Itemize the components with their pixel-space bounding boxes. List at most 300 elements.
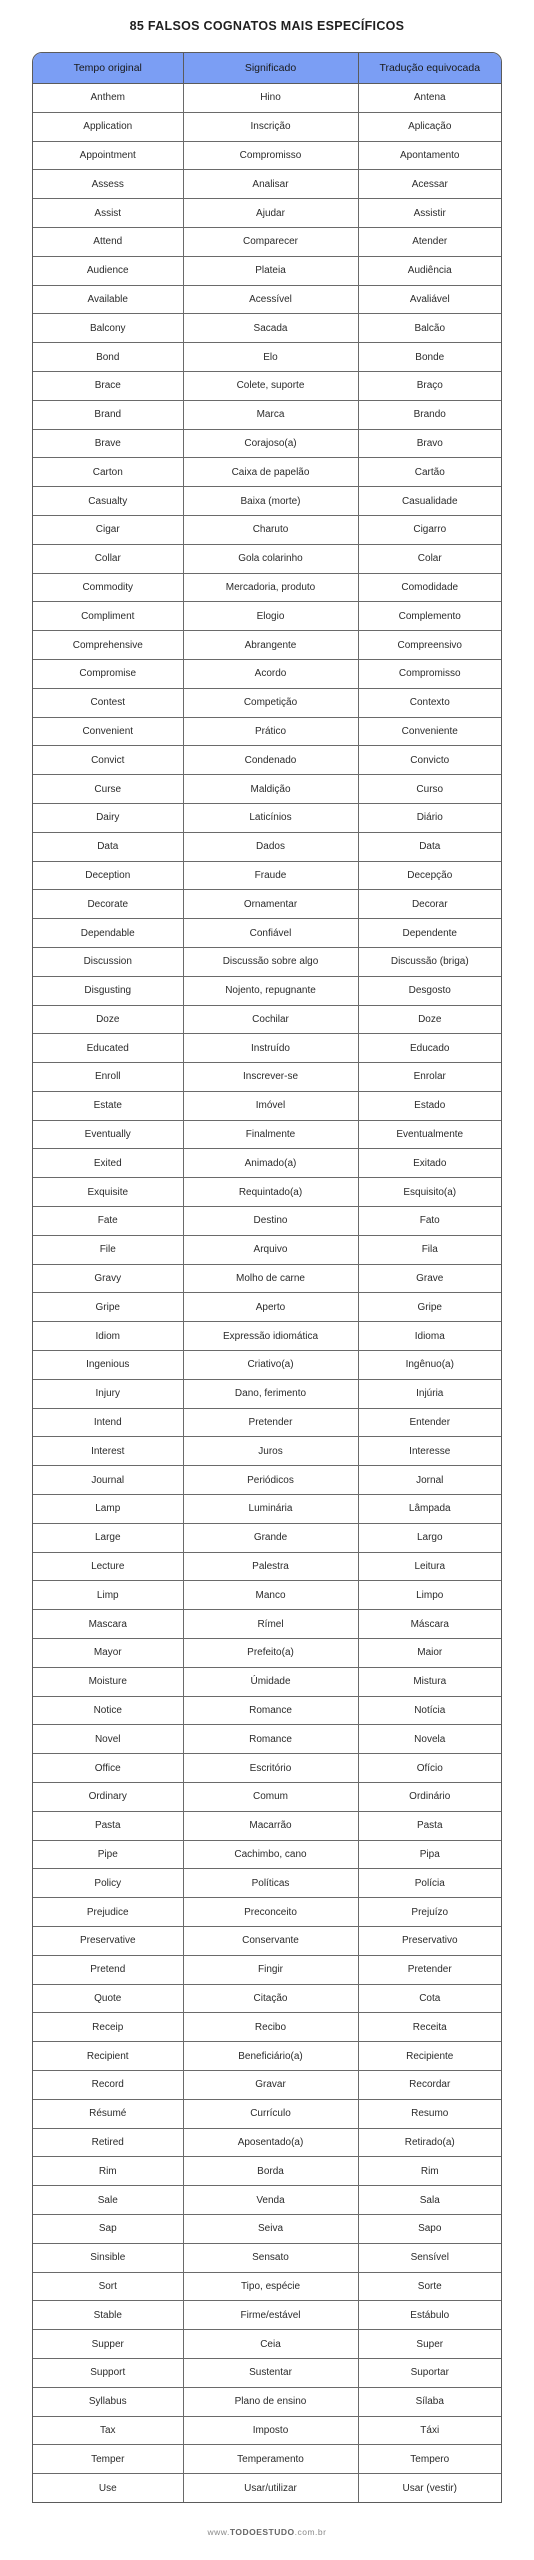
cell-meaning: Arquivo — [183, 1235, 358, 1264]
cell-meaning: Úmidade — [183, 1667, 358, 1696]
cell-meaning: Políticas — [183, 1869, 358, 1898]
cell-wrong-translation: Lâmpada — [358, 1495, 501, 1524]
cell-original-term: Bond — [33, 343, 183, 372]
cell-meaning: Nojento, repugnante — [183, 976, 358, 1005]
cell-wrong-translation: Bonde — [358, 343, 501, 372]
cell-original-term: Lecture — [33, 1552, 183, 1581]
false-cognates-table — [33, 53, 501, 2502]
cell-wrong-translation: Ingênuo(a) — [358, 1351, 501, 1380]
table-row — [33, 170, 501, 199]
cell-meaning: Ceia — [183, 2330, 358, 2359]
cell-meaning: Destino — [183, 1207, 358, 1236]
cell-wrong-translation: Máscara — [358, 1610, 501, 1639]
cell-wrong-translation: Notícia — [358, 1696, 501, 1725]
cell-original-term: Rim — [33, 2157, 183, 2186]
cell-wrong-translation: Injúria — [358, 1379, 501, 1408]
table-row — [33, 1696, 501, 1725]
table-row — [33, 688, 501, 717]
cell-meaning: Romance — [183, 1725, 358, 1754]
cell-wrong-translation: Braço — [358, 371, 501, 400]
cell-meaning: Animado(a) — [183, 1149, 358, 1178]
table-row — [33, 515, 501, 544]
table-row — [33, 84, 501, 113]
table-row — [33, 775, 501, 804]
table-row — [33, 1783, 501, 1812]
table-row — [33, 2157, 501, 2186]
cell-meaning: Juros — [183, 1437, 358, 1466]
cell-wrong-translation: Sensível — [358, 2243, 501, 2272]
cell-original-term: Dependable — [33, 919, 183, 948]
cell-original-term: Tax — [33, 2416, 183, 2445]
cell-meaning: Romance — [183, 1696, 358, 1725]
cell-wrong-translation: Esquisito(a) — [358, 1178, 501, 1207]
cell-meaning: Compromisso — [183, 141, 358, 170]
table-row — [33, 1293, 501, 1322]
cell-original-term: Curse — [33, 775, 183, 804]
table-row — [33, 458, 501, 487]
cell-meaning: Dados — [183, 832, 358, 861]
cell-wrong-translation: Estado — [358, 1091, 501, 1120]
cell-meaning: Acordo — [183, 659, 358, 688]
cell-meaning: Periódicos — [183, 1466, 358, 1495]
cell-original-term: Application — [33, 112, 183, 141]
cell-wrong-translation: Interesse — [358, 1437, 501, 1466]
footer-prefix: www. — [207, 2527, 230, 2537]
cell-original-term: Appointment — [33, 141, 183, 170]
cell-meaning: Criativo(a) — [183, 1351, 358, 1380]
cell-meaning: Palestra — [183, 1552, 358, 1581]
cell-meaning: Recibo — [183, 2013, 358, 2042]
cell-wrong-translation: Desgosto — [358, 976, 501, 1005]
cell-meaning: Comparecer — [183, 227, 358, 256]
cell-wrong-translation: Conveniente — [358, 717, 501, 746]
table-row — [33, 602, 501, 631]
table-row — [33, 2416, 501, 2445]
cell-wrong-translation: Sílaba — [358, 2387, 501, 2416]
table-row — [33, 2301, 501, 2330]
cell-meaning: Grande — [183, 1523, 358, 1552]
table-row — [33, 1437, 501, 1466]
cell-wrong-translation: Polícia — [358, 1869, 501, 1898]
cell-original-term: Sale — [33, 2186, 183, 2215]
cell-wrong-translation: Casualidade — [358, 487, 501, 516]
cell-wrong-translation: Cartão — [358, 458, 501, 487]
table-row — [33, 1811, 501, 1840]
cell-original-term: Idiom — [33, 1322, 183, 1351]
cell-wrong-translation: Recipiente — [358, 2042, 501, 2071]
table-row — [33, 1322, 501, 1351]
cell-wrong-translation: Ordinário — [358, 1783, 501, 1812]
cell-original-term: Eventually — [33, 1120, 183, 1149]
table-row — [33, 2013, 501, 2042]
table-row — [33, 1235, 501, 1264]
cell-meaning: Corajoso(a) — [183, 429, 358, 458]
cell-original-term: Prejudice — [33, 1898, 183, 1927]
cell-original-term: Ordinary — [33, 1783, 183, 1812]
table-row — [33, 1120, 501, 1149]
cell-original-term: Receip — [33, 2013, 183, 2042]
table-row — [33, 1552, 501, 1581]
cell-meaning: Temperamento — [183, 2445, 358, 2474]
table-row — [33, 487, 501, 516]
cell-meaning: Usar/utilizar — [183, 2474, 358, 2502]
table-row — [33, 1379, 501, 1408]
cell-wrong-translation: Compreensivo — [358, 631, 501, 660]
cell-meaning: Beneficiário(a) — [183, 2042, 358, 2071]
cell-meaning: Citação — [183, 1984, 358, 2013]
cell-original-term: Casualty — [33, 487, 183, 516]
cell-original-term: Preservative — [33, 1927, 183, 1956]
cell-original-term: Enroll — [33, 1063, 183, 1092]
cell-meaning: Finalmente — [183, 1120, 358, 1149]
cell-meaning: Aperto — [183, 1293, 358, 1322]
cell-wrong-translation: Ofício — [358, 1754, 501, 1783]
table-row — [33, 1639, 501, 1668]
cell-meaning: Preconceito — [183, 1898, 358, 1927]
cell-wrong-translation: Decorar — [358, 890, 501, 919]
cell-meaning: Fingir — [183, 1955, 358, 1984]
cell-wrong-translation: Discussão (briga) — [358, 947, 501, 976]
table-row — [33, 1869, 501, 1898]
false-cognates-table-container — [32, 52, 502, 2503]
table-row — [33, 199, 501, 228]
cell-wrong-translation: Sapo — [358, 2214, 501, 2243]
cell-meaning: Comum — [183, 1783, 358, 1812]
table-row — [33, 1408, 501, 1437]
table-row — [33, 371, 501, 400]
cell-meaning: Luminária — [183, 1495, 358, 1524]
table-row — [33, 2445, 501, 2474]
cell-meaning: Currículo — [183, 2099, 358, 2128]
cell-meaning: Marca — [183, 400, 358, 429]
table-row — [33, 1005, 501, 1034]
cell-wrong-translation: Educado — [358, 1034, 501, 1063]
cell-meaning: Sensato — [183, 2243, 358, 2272]
cell-wrong-translation: Colar — [358, 544, 501, 573]
cell-wrong-translation: Maior — [358, 1639, 501, 1668]
cell-meaning: Inscrever-se — [183, 1063, 358, 1092]
cell-wrong-translation: Audiência — [358, 256, 501, 285]
cell-wrong-translation: Recordar — [358, 2070, 501, 2099]
cell-meaning: Hino — [183, 84, 358, 113]
cell-meaning: Imóvel — [183, 1091, 358, 1120]
cell-wrong-translation: Suportar — [358, 2358, 501, 2387]
table-row — [33, 112, 501, 141]
table-row — [33, 544, 501, 573]
cell-original-term: Balcony — [33, 314, 183, 343]
cell-original-term: Use — [33, 2474, 183, 2502]
cell-wrong-translation: Super — [358, 2330, 501, 2359]
cell-original-term: Disgusting — [33, 976, 183, 1005]
table-row — [33, 1091, 501, 1120]
cell-meaning: Plateia — [183, 256, 358, 285]
table-row — [33, 1754, 501, 1783]
cell-meaning: Manco — [183, 1581, 358, 1610]
cell-wrong-translation: Preservativo — [358, 1927, 501, 1956]
cell-wrong-translation: Diário — [358, 803, 501, 832]
cell-meaning: Expressão idiomática — [183, 1322, 358, 1351]
cell-meaning: Confiável — [183, 919, 358, 948]
cell-wrong-translation: Grave — [358, 1264, 501, 1293]
cell-meaning: Acessível — [183, 285, 358, 314]
cell-original-term: Limp — [33, 1581, 183, 1610]
cell-meaning: Aposentado(a) — [183, 2128, 358, 2157]
cell-meaning: Abrangente — [183, 631, 358, 660]
cell-wrong-translation: Comodidade — [358, 573, 501, 602]
cell-wrong-translation: Largo — [358, 1523, 501, 1552]
cell-original-term: Comprehensive — [33, 631, 183, 660]
cell-meaning: Baixa (morte) — [183, 487, 358, 516]
cell-meaning: Caixa de papelão — [183, 458, 358, 487]
table-row — [33, 1264, 501, 1293]
cell-meaning: Tipo, espécie — [183, 2272, 358, 2301]
cell-wrong-translation: Mistura — [358, 1667, 501, 1696]
table-row — [33, 1984, 501, 2013]
cell-original-term: Dairy — [33, 803, 183, 832]
table-row — [33, 890, 501, 919]
cell-wrong-translation: Brando — [358, 400, 501, 429]
cell-original-term: Exquisite — [33, 1178, 183, 1207]
cell-original-term: Ingenious — [33, 1351, 183, 1380]
cell-original-term: File — [33, 1235, 183, 1264]
cell-wrong-translation: Data — [358, 832, 501, 861]
table-row — [33, 1063, 501, 1092]
table-row — [33, 1898, 501, 1927]
cell-original-term: Deception — [33, 861, 183, 890]
cell-wrong-translation: Compromisso — [358, 659, 501, 688]
cell-meaning: Inscrição — [183, 112, 358, 141]
cell-meaning: Cochilar — [183, 1005, 358, 1034]
cell-original-term: Gravy — [33, 1264, 183, 1293]
cell-original-term: Pipe — [33, 1840, 183, 1869]
cell-wrong-translation: Decepção — [358, 861, 501, 890]
cell-wrong-translation: Avaliável — [358, 285, 501, 314]
cell-wrong-translation: Pretender — [358, 1955, 501, 1984]
cell-original-term: Commodity — [33, 573, 183, 602]
cell-wrong-translation: Exitado — [358, 1149, 501, 1178]
cell-original-term: Estate — [33, 1091, 183, 1120]
cell-original-term: Support — [33, 2358, 183, 2387]
table-row — [33, 659, 501, 688]
cell-original-term: Sort — [33, 2272, 183, 2301]
table-row — [33, 573, 501, 602]
table-row — [33, 2272, 501, 2301]
cell-wrong-translation: Táxi — [358, 2416, 501, 2445]
table-row — [33, 343, 501, 372]
cell-meaning: Elo — [183, 343, 358, 372]
cell-original-term: Notice — [33, 1696, 183, 1725]
cell-wrong-translation: Retirado(a) — [358, 2128, 501, 2157]
cell-meaning: Condenado — [183, 746, 358, 775]
table-row — [33, 1610, 501, 1639]
table-row — [33, 1351, 501, 1380]
cell-original-term: Doze — [33, 1005, 183, 1034]
cell-original-term: Compromise — [33, 659, 183, 688]
cell-meaning: Gravar — [183, 2070, 358, 2099]
cell-wrong-translation: Novela — [358, 1725, 501, 1754]
cell-original-term: Audience — [33, 256, 183, 285]
cell-wrong-translation: Pipa — [358, 1840, 501, 1869]
cell-original-term: Exited — [33, 1149, 183, 1178]
cell-original-term: Novel — [33, 1725, 183, 1754]
cell-original-term: Pasta — [33, 1811, 183, 1840]
table-row — [33, 717, 501, 746]
table-row — [33, 2330, 501, 2359]
header-wrong-translation: Tradução equivocada — [358, 53, 501, 84]
cell-meaning: Prefeito(a) — [183, 1639, 358, 1668]
cell-original-term: Large — [33, 1523, 183, 1552]
table-row — [33, 227, 501, 256]
cell-meaning: Analisar — [183, 170, 358, 199]
header-original-term: Tempo original — [33, 53, 183, 84]
cell-original-term: Discussion — [33, 947, 183, 976]
table-row — [33, 631, 501, 660]
cell-wrong-translation: Cota — [358, 1984, 501, 2013]
cell-original-term: Temper — [33, 2445, 183, 2474]
cell-wrong-translation: Fila — [358, 1235, 501, 1264]
cell-meaning: Dano, ferimento — [183, 1379, 358, 1408]
cell-original-term: Recipient — [33, 2042, 183, 2071]
cell-meaning: Ornamentar — [183, 890, 358, 919]
table-row — [33, 141, 501, 170]
cell-wrong-translation: Entender — [358, 1408, 501, 1437]
table-row — [33, 1581, 501, 1610]
cell-wrong-translation: Tempero — [358, 2445, 501, 2474]
table-row — [33, 976, 501, 1005]
table-row — [33, 1034, 501, 1063]
cell-wrong-translation: Balcão — [358, 314, 501, 343]
cell-original-term: Brace — [33, 371, 183, 400]
table-header — [33, 53, 501, 84]
table-row — [33, 1725, 501, 1754]
cell-wrong-translation: Idioma — [358, 1322, 501, 1351]
cell-original-term: Brave — [33, 429, 183, 458]
cell-wrong-translation: Antena — [358, 84, 501, 113]
cell-wrong-translation: Contexto — [358, 688, 501, 717]
cell-meaning: Discussão sobre algo — [183, 947, 358, 976]
cell-original-term: Assess — [33, 170, 183, 199]
cell-meaning: Firme/estável — [183, 2301, 358, 2330]
cell-meaning: Rímel — [183, 1610, 358, 1639]
cell-meaning: Maldição — [183, 775, 358, 804]
cell-wrong-translation: Leitura — [358, 1552, 501, 1581]
cell-wrong-translation: Enrolar — [358, 1063, 501, 1092]
cell-wrong-translation: Acessar — [358, 170, 501, 199]
cell-wrong-translation: Complemento — [358, 602, 501, 631]
cell-original-term: Sap — [33, 2214, 183, 2243]
cell-original-term: Attend — [33, 227, 183, 256]
table-row — [33, 803, 501, 832]
cell-original-term: Mascara — [33, 1610, 183, 1639]
cell-meaning: Sustentar — [183, 2358, 358, 2387]
cell-meaning: Colete, suporte — [183, 371, 358, 400]
cell-original-term: Compliment — [33, 602, 183, 631]
cell-meaning: Cachimbo, cano — [183, 1840, 358, 1869]
header-meaning: Significado — [183, 53, 358, 84]
cell-original-term: Assist — [33, 199, 183, 228]
table-body — [33, 84, 501, 2502]
table-row — [33, 919, 501, 948]
cell-original-term: Intend — [33, 1408, 183, 1437]
cell-meaning: Laticínios — [183, 803, 358, 832]
cell-wrong-translation: Assistir — [358, 199, 501, 228]
table-row — [33, 832, 501, 861]
table-row — [33, 2128, 501, 2157]
cell-wrong-translation: Doze — [358, 1005, 501, 1034]
cell-wrong-translation: Receita — [358, 2013, 501, 2042]
cell-wrong-translation: Gripe — [358, 1293, 501, 1322]
cell-meaning: Fraude — [183, 861, 358, 890]
table-row — [33, 2214, 501, 2243]
cell-meaning: Conservante — [183, 1927, 358, 1956]
cell-wrong-translation: Bravo — [358, 429, 501, 458]
cell-original-term: Fate — [33, 1207, 183, 1236]
cell-original-term: Sinsible — [33, 2243, 183, 2272]
cell-original-term: Moisture — [33, 1667, 183, 1696]
cell-original-term: Retired — [33, 2128, 183, 2157]
table-row — [33, 1667, 501, 1696]
table-row — [33, 1927, 501, 1956]
table-row — [33, 2358, 501, 2387]
table-row — [33, 746, 501, 775]
cell-original-term: Office — [33, 1754, 183, 1783]
cell-wrong-translation: Sala — [358, 2186, 501, 2215]
cell-original-term: Convict — [33, 746, 183, 775]
table-row — [33, 256, 501, 285]
table-row — [33, 429, 501, 458]
cell-original-term: Record — [33, 2070, 183, 2099]
footer-suffix: .com.br — [294, 2527, 327, 2537]
cell-meaning: Mercadoria, produto — [183, 573, 358, 602]
cell-original-term: Collar — [33, 544, 183, 573]
table-row — [33, 2099, 501, 2128]
cell-wrong-translation: Rim — [358, 2157, 501, 2186]
cell-meaning: Pretender — [183, 1408, 358, 1437]
cell-meaning: Sacada — [183, 314, 358, 343]
table-row — [33, 2070, 501, 2099]
table-row — [33, 1207, 501, 1236]
cell-original-term: Résumé — [33, 2099, 183, 2128]
cell-wrong-translation: Estábulo — [358, 2301, 501, 2330]
cell-wrong-translation: Prejuízo — [358, 1898, 501, 1927]
cell-meaning: Ajudar — [183, 199, 358, 228]
cell-meaning: Macarrão — [183, 1811, 358, 1840]
cell-wrong-translation: Pasta — [358, 1811, 501, 1840]
cell-meaning: Elogio — [183, 602, 358, 631]
table-row — [33, 861, 501, 890]
table-row — [33, 947, 501, 976]
cell-wrong-translation: Convicto — [358, 746, 501, 775]
table-row — [33, 1178, 501, 1207]
table-row — [33, 2387, 501, 2416]
cell-wrong-translation: Curso — [358, 775, 501, 804]
header-row — [33, 53, 501, 84]
cell-original-term: Decorate — [33, 890, 183, 919]
cell-meaning: Instruído — [183, 1034, 358, 1063]
cell-wrong-translation: Resumo — [358, 2099, 501, 2128]
cell-original-term: Convenient — [33, 717, 183, 746]
cell-wrong-translation: Aplicação — [358, 112, 501, 141]
cell-original-term: Contest — [33, 688, 183, 717]
cell-wrong-translation: Sorte — [358, 2272, 501, 2301]
cell-original-term: Anthem — [33, 84, 183, 113]
table-row — [33, 1149, 501, 1178]
table-row — [33, 400, 501, 429]
cell-meaning: Competição — [183, 688, 358, 717]
table-row — [33, 1840, 501, 1869]
cell-wrong-translation: Fato — [358, 1207, 501, 1236]
cell-meaning: Seiva — [183, 2214, 358, 2243]
